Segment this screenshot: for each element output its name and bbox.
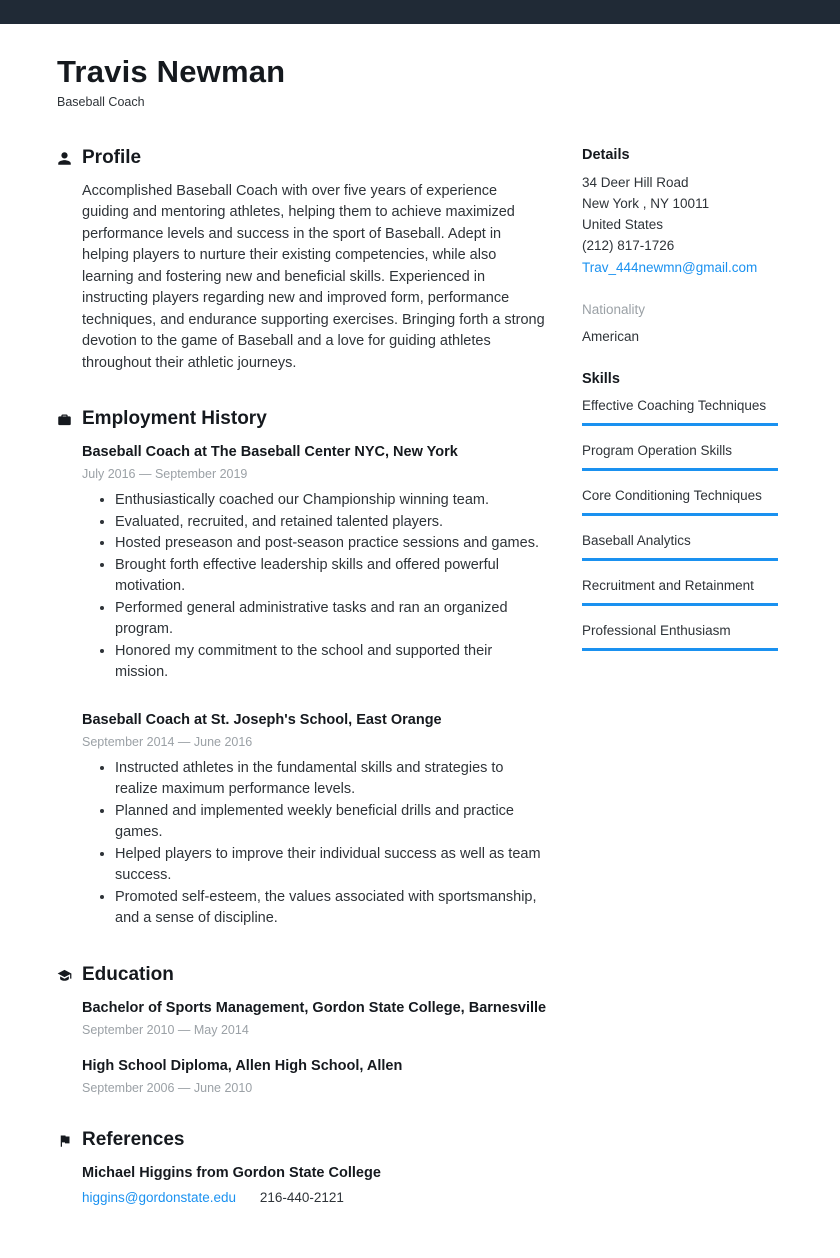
top-accent-bar: [0, 0, 840, 24]
sidebar-heading-skills: Skills: [582, 370, 620, 387]
skill-level-bar: [582, 468, 778, 471]
section-heading-employment: Employment History: [82, 408, 267, 430]
candidate-job-title: Baseball Coach: [57, 94, 145, 109]
address-line: 34 Deer Hill Road: [582, 174, 689, 190]
bullet-item: • Helped players to improve their individual success as well as team success.: [115, 844, 547, 887]
job-title: Baseball Coach at St. Joseph's School, East Orange: [82, 711, 442, 728]
nationality-label: Nationality: [582, 301, 646, 317]
content-columns: [0, 109, 840, 1258]
skill-level-bar: [582, 558, 778, 561]
job-entry: [82, 442, 547, 684]
skill-item: [582, 621, 778, 651]
graduation-cap-icon: [57, 968, 72, 983]
section-heading-profile: Profile: [82, 146, 142, 168]
person-icon: [57, 151, 72, 166]
employment-section: [57, 408, 547, 930]
skill-label: Program Operation Skills: [582, 442, 733, 458]
phone-number: (212) 817-1726: [582, 237, 675, 253]
main-column: [57, 147, 547, 1208]
sidebar-heading-details: Details: [582, 146, 630, 163]
bullet-item: • Promoted self-esteem, the values associated with sportsmanship, and a sense of discipline.: [115, 887, 547, 930]
email-line: [582, 256, 778, 278]
skills-list: [582, 396, 778, 651]
profile-summary: Accomplished Baseball Coach with over five years of experience guiding and mentoring athletes, helping them to achieve maximized performance levels and success in the sport of Baseball. Adept in helping players to nurture their existing competencies, while also learning and fostering new and beneficial skills. Experienced in instructing players regarding new and improved form, performance techniques, and endurance supporting exercises. Bringing forth a strong devotion to the game of Baseball and a love for guiding athletes throughout their athletic journeys.: [82, 182, 545, 371]
address-line: New York , NY 10011: [582, 195, 710, 211]
reference-email-link[interactable]: higgins@gordonstate.edu: [82, 1189, 237, 1205]
skills-block: [582, 371, 778, 651]
section-heading-education: Education: [82, 963, 174, 985]
bullet-item: • Hosted preseason and post-season practice sessions and games.: [115, 533, 547, 555]
flag-icon: [57, 1133, 72, 1148]
job-title: Baseball Coach at The Baseball Center NYC, New York: [82, 444, 458, 461]
education-dates: September 2006 — June 2010: [82, 1080, 253, 1095]
profile-section: [57, 147, 547, 375]
education-entry: [82, 998, 547, 1037]
skill-label: Recruitment and Retainment: [582, 577, 754, 593]
skill-level-bar: [582, 423, 778, 426]
briefcase-icon: [57, 412, 72, 427]
skill-item: [582, 396, 778, 426]
education-entry: [82, 1056, 547, 1095]
nationality-value: American: [582, 328, 640, 344]
references-section: [57, 1129, 547, 1208]
skill-level-bar: [582, 603, 778, 606]
skill-item: [582, 531, 778, 561]
skill-level-bar: [582, 648, 778, 651]
reference-phone: 216-440-2121: [259, 1189, 344, 1205]
education-section: [57, 964, 547, 1095]
resume-header: [0, 24, 840, 109]
job-bullet-list: [82, 490, 547, 684]
bullet-item: • Enthusiastically coached our Championship winning team.: [115, 490, 547, 512]
education-title: Bachelor of Sports Management, Gordon State College, Barnesville: [82, 999, 547, 1016]
details-block: [582, 147, 778, 278]
bullet-item: • Instructed athletes in the fundamental skills and strategies to realize maximum performance levels.: [115, 758, 547, 801]
candidate-email-link[interactable]: Trav_444newmn@gmail.com: [582, 259, 758, 275]
candidate-name: Travis Newman: [57, 54, 286, 89]
nationality-block: [582, 302, 778, 347]
reference-contact-name: Michael Higgins from Gordon State College: [82, 1164, 381, 1181]
bullet-item: • Planned and implemented weekly beneficial drills and practice games.: [115, 801, 547, 844]
skill-label: Core Conditioning Techniques: [582, 487, 762, 503]
bullet-item: • Brought forth effective leadership skills and offered powerful motivation.: [115, 555, 547, 598]
address-line: United States: [582, 216, 664, 232]
skill-label: Professional Enthusiasm: [582, 622, 731, 638]
education-dates: September 2010 — May 2014: [82, 1022, 249, 1037]
skill-level-bar: [582, 513, 778, 516]
skill-item: [582, 441, 778, 471]
job-entry: [82, 710, 547, 930]
bullet-item: • Performed general administrative tasks and ran an organized program.: [115, 598, 547, 641]
skill-item: [582, 486, 778, 516]
skill-label: Effective Coaching Techniques: [582, 397, 767, 413]
job-dates: July 2016 — September 2019: [82, 467, 248, 482]
skill-item: [582, 576, 778, 606]
education-title: High School Diploma, Allen High School, Allen: [82, 1057, 403, 1074]
job-bullet-list: [82, 758, 547, 930]
skill-label: Baseball Analytics: [582, 532, 691, 548]
bullet-item: • Honored my commitment to the school and supported their mission.: [115, 641, 547, 684]
sidebar-column: [582, 147, 778, 1208]
bullet-item: • Evaluated, recruited, and retained talented players.: [115, 512, 547, 534]
reference-contact-line: [82, 1188, 547, 1208]
section-heading-references: References: [82, 1128, 185, 1150]
job-dates: September 2014 — June 2016: [82, 734, 253, 749]
